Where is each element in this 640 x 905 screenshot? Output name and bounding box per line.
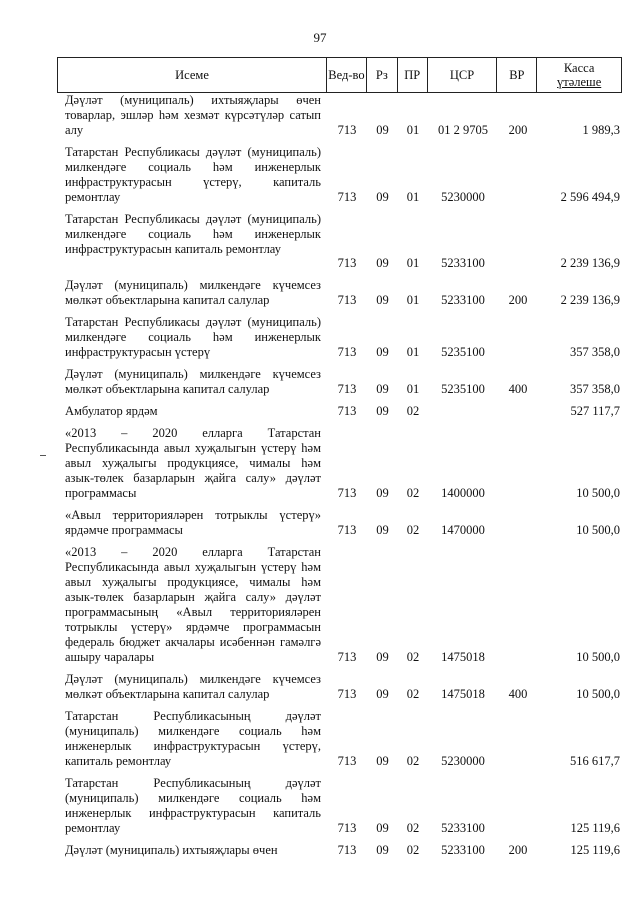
row-pr: 02 <box>406 821 420 835</box>
row-sum: 1 989,3 <box>582 123 620 137</box>
row-vr: 200 <box>508 293 528 307</box>
table-row <box>57 776 622 836</box>
table-row <box>57 315 622 360</box>
row-csr: 1475018 <box>441 650 485 664</box>
row-csr: 5233100 <box>441 821 485 835</box>
row-csr: 5233100 <box>441 843 485 857</box>
row-vr <box>498 508 538 538</box>
table-body <box>57 93 622 858</box>
row-sum: 2 239 136,9 <box>560 256 620 270</box>
margin-mark <box>40 455 46 456</box>
row-rz: 09 <box>376 123 389 137</box>
row-sum: 516 617,7 <box>570 754 620 768</box>
row-pr: 02 <box>406 687 420 701</box>
row-name: Дәүләт (муниципаль) милкендәге күчемсез мөлкәт объектларына капитал салулар <box>65 278 321 307</box>
row-rz: 09 <box>376 404 389 418</box>
row-ved: 713 <box>337 382 357 396</box>
table-row <box>57 545 622 665</box>
row-pr: 01 <box>406 123 420 137</box>
row-sum: 10 500,0 <box>576 650 620 664</box>
row-pr: 02 <box>406 404 420 418</box>
row-ved: 713 <box>337 345 357 359</box>
row-sum: 527 117,7 <box>570 404 620 418</box>
row-csr: 5235100 <box>441 345 485 359</box>
row-pr: 02 <box>406 650 420 664</box>
table-row <box>57 843 622 858</box>
row-rz: 09 <box>376 523 389 537</box>
header-sum-line2: үтәлеше <box>557 75 602 89</box>
row-rz: 09 <box>376 190 389 204</box>
row-csr: 5235100 <box>441 382 485 396</box>
table-row <box>57 367 622 397</box>
table-row <box>57 508 622 538</box>
header-ved: Вед-во <box>327 58 367 92</box>
table-header <box>57 57 622 93</box>
row-rz: 09 <box>376 650 389 664</box>
row-vr <box>498 212 538 271</box>
row-sum: 125 119,6 <box>570 843 620 857</box>
header-vr: ВР <box>497 58 537 92</box>
table-row <box>57 93 622 138</box>
row-ved: 713 <box>337 523 357 537</box>
row-vr <box>498 315 538 360</box>
row-name: Дәүләт (муниципаль) ихтыяҗлары өчен <box>65 843 278 857</box>
row-ved: 713 <box>337 190 357 204</box>
row-pr: 02 <box>406 523 420 537</box>
row-sum: 357 358,0 <box>570 345 620 359</box>
page-number: 97 <box>313 30 327 45</box>
row-pr: 01 <box>406 345 420 359</box>
row-ved: 713 <box>337 843 357 857</box>
row-name: Дәүләт (муниципаль) милкендәге күчемсез мөлкәт объектларына капитал салулар <box>65 672 321 701</box>
row-name: Амбулатор ярдәм <box>65 404 158 418</box>
row-pr: 01 <box>406 190 420 204</box>
row-name: Татарстан Республикасы дәүләт (муниципаль) милкендәге социаль һәм инженерлык инфраструктурасын үстерү <box>65 315 321 359</box>
row-rz: 09 <box>376 843 389 857</box>
row-pr: 02 <box>406 486 420 500</box>
row-csr: 1400000 <box>441 486 485 500</box>
row-csr: 5233100 <box>441 256 485 270</box>
row-pr: 02 <box>406 843 420 857</box>
header-csr: ЦСР <box>428 58 498 92</box>
row-ved: 713 <box>337 256 357 270</box>
row-csr: 5233100 <box>441 293 485 307</box>
row-sum: 2 596 494,9 <box>560 190 620 204</box>
header-name: Исеме <box>58 58 327 92</box>
row-ved: 713 <box>337 754 357 768</box>
row-vr <box>498 145 538 205</box>
row-name: Дәүләт (муниципаль) милкендәге күчемсез мөлкәт объектларына капитал салулар <box>65 367 321 396</box>
row-rz: 09 <box>376 821 389 835</box>
row-csr: 1475018 <box>441 687 485 701</box>
row-rz: 09 <box>376 293 389 307</box>
row-sum: 357 358,0 <box>570 382 620 396</box>
table-row <box>57 145 622 205</box>
row-rz: 09 <box>376 754 389 768</box>
header-sum-line1: Касса <box>563 61 595 75</box>
row-name: «Авыл территорияләрен тотрыклы үстерү» ярдәмче программасы <box>65 508 321 537</box>
table-row <box>57 672 622 702</box>
header-pr: ПР <box>398 58 428 92</box>
row-ved: 713 <box>337 650 357 664</box>
table-row <box>57 278 622 308</box>
row-csr: 01 2 9705 <box>438 123 488 137</box>
row-rz: 09 <box>376 256 389 270</box>
row-vr <box>498 404 538 419</box>
header-sum <box>537 58 621 92</box>
row-name: Дәүләт (муниципаль) ихтыяҗлары өчен товарлар, эшләр һәм хезмәт күрсәтүләр сатып алу <box>65 93 321 137</box>
row-pr: 02 <box>406 754 420 768</box>
row-sum: 125 119,6 <box>570 821 620 835</box>
row-rz: 09 <box>376 345 389 359</box>
row-csr: 5230000 <box>441 190 485 204</box>
row-rz: 09 <box>376 687 389 701</box>
row-vr: 200 <box>508 843 528 857</box>
row-name: «2013 – 2020 елларга Татарстан Республикасында авыл хуҗалыгын үстерү һәм авыл хуҗалыгы продукциясе, чималы һәм азык-төлек базарларын җайга салу» дәүләт программасы <box>65 426 321 500</box>
row-pr: 01 <box>406 293 420 307</box>
row-name: Татарстан Республикасының дәүләт (муниципаль) милкендәге социаль һәм инженерлык инфраструктурасын капиталь ремонтлау <box>65 776 321 835</box>
header-rz: Рз <box>367 58 398 92</box>
row-pr: 01 <box>406 382 420 396</box>
row-vr <box>498 426 538 501</box>
row-vr <box>498 709 538 769</box>
table-row <box>57 709 622 769</box>
row-vr <box>498 776 538 836</box>
row-vr: 400 <box>508 687 528 701</box>
row-ved: 713 <box>337 123 357 137</box>
row-csr: 1470000 <box>441 523 485 537</box>
row-rz: 09 <box>376 382 389 396</box>
row-rz: 09 <box>376 486 389 500</box>
row-vr <box>498 545 538 665</box>
row-ved: 713 <box>337 404 357 418</box>
row-ved: 713 <box>337 821 357 835</box>
row-sum: 10 500,0 <box>576 486 620 500</box>
row-name: Татарстан Республикасы дәүләт (муниципаль) милкендәге социаль һәм инженерлык инфраструктурасын үстерү, капиталь ремонтлау <box>65 145 321 204</box>
row-name: Татарстан Республикасының дәүләт (муниципаль) милкендәге социаль һәм инженерлык инфраструктурасын үстерү, капиталь ремонтлау <box>65 709 321 768</box>
row-csr: 5230000 <box>441 754 485 768</box>
row-vr: 400 <box>508 382 528 396</box>
row-csr <box>428 404 498 419</box>
table-row <box>57 212 622 271</box>
budget-table <box>57 57 622 865</box>
table-row <box>57 404 622 419</box>
row-sum: 10 500,0 <box>576 687 620 701</box>
row-vr: 200 <box>508 123 528 137</box>
table-row <box>57 426 622 501</box>
row-pr: 01 <box>406 256 420 270</box>
row-ved: 713 <box>337 687 357 701</box>
row-name: Татарстан Республикасы дәүләт (муниципаль) милкендәге социаль һәм инженерлык инфраструктурасын капиталь ремонтлау <box>65 212 321 256</box>
row-ved: 713 <box>337 486 357 500</box>
row-sum: 2 239 136,9 <box>560 293 620 307</box>
row-sum: 10 500,0 <box>576 523 620 537</box>
row-name: «2013 – 2020 елларга Татарстан Республикасында авыл хуҗалыгын үстерү һәм авыл хуҗалыгы продукциясе, чималы һәм азык-төлек базарларын җайга салу» дәүләт программасының «Авыл территорияләрен тотрыклы үстерү» ярдәмче программасын федераль бюджет акчалары исәбеннән гамәлгә ашыру чаралары <box>65 545 321 664</box>
row-ved: 713 <box>337 293 357 307</box>
